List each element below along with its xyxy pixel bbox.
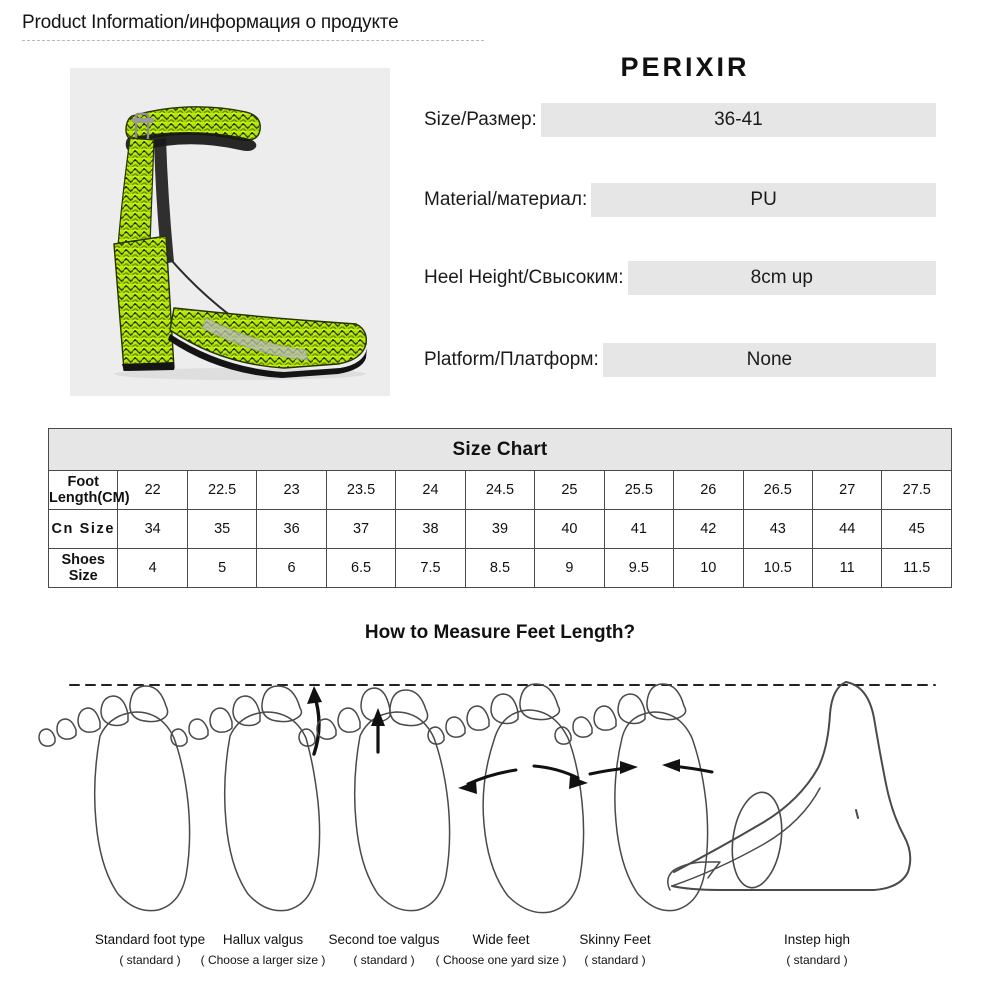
table-cell: 11.5 (882, 549, 952, 588)
table-cell: 10.5 (743, 549, 812, 588)
spec-row-material (424, 183, 936, 217)
table-cell: 44 (812, 510, 881, 549)
table-cell: 37 (326, 510, 395, 549)
table-cell: 9.5 (604, 549, 673, 588)
caption-note: ( Choose a larger size ) (200, 953, 326, 967)
table-cell: 23 (257, 471, 326, 510)
table-cell: 22.5 (187, 471, 256, 510)
table-cell: 43 (743, 510, 812, 549)
table-cell: 23.5 (326, 471, 395, 510)
table-cell: 8.5 (465, 549, 534, 588)
spec-value-heel-height: 8cm up (628, 261, 936, 295)
table-row (49, 471, 952, 510)
table-cell: 26 (674, 471, 743, 510)
table-cell: 11 (812, 549, 881, 588)
row-label-shoes-size: Shoes Size (49, 549, 118, 588)
table-cell: 9 (535, 549, 604, 588)
table-row (49, 549, 952, 588)
spec-row-heel-height (424, 261, 936, 295)
table-cell: 4 (118, 549, 187, 588)
spec-row-platform (424, 343, 936, 377)
spec-label-size: Size/Размер: (424, 109, 537, 130)
table-cell: 10 (674, 549, 743, 588)
table-cell: 41 (604, 510, 673, 549)
feet-diagram (0, 662, 1000, 927)
table-cell: 42 (674, 510, 743, 549)
table-cell: 27.5 (882, 471, 952, 510)
size-chart-caption-row (49, 429, 952, 471)
table-cell: 5 (187, 549, 256, 588)
product-photo (70, 68, 390, 396)
caption-title: Instep high (783, 932, 851, 947)
caption-title: Skinny Feet (579, 932, 651, 947)
spec-value-material: PU (591, 183, 936, 217)
caption-note: ( standard ) (584, 953, 646, 967)
caption-hallux-valgus (196, 930, 330, 970)
table-cell: 24 (396, 471, 465, 510)
spec-row-size (424, 103, 936, 137)
caption-note: ( standard ) (353, 953, 415, 967)
size-chart-table (48, 428, 952, 588)
caption-note: ( standard ) (119, 953, 181, 967)
caption-title: Hallux valgus (222, 932, 304, 947)
table-cell: 25.5 (604, 471, 673, 510)
caption-title: Wide feet (472, 932, 530, 947)
measure-heading: How to Measure Feet Length? (364, 622, 636, 643)
caption-instep-high (756, 930, 878, 970)
caption-standard-foot-type (88, 930, 212, 970)
row-label-foot-length: Foot Length(CM) (49, 471, 118, 510)
row-label-cn-size: Cn Size (49, 510, 118, 549)
table-cell: 26.5 (743, 471, 812, 510)
spec-value-platform: None (603, 343, 936, 377)
table-cell: 27 (812, 471, 881, 510)
table-cell: 38 (396, 510, 465, 549)
table-cell: 45 (882, 510, 952, 549)
caption-skinny-feet (560, 930, 670, 970)
table-cell: 22 (118, 471, 187, 510)
table-cell: 39 (465, 510, 534, 549)
spec-value-size: 36-41 (541, 103, 936, 137)
caption-note: ( standard ) (786, 953, 848, 967)
table-cell: 35 (187, 510, 256, 549)
spec-label-platform: Platform/Платформ: (424, 349, 599, 370)
caption-title: Standard foot type (94, 932, 206, 947)
title-divider (22, 40, 484, 41)
table-cell: 6.5 (326, 549, 395, 588)
caption-second-toe-valgus (318, 930, 450, 970)
table-cell: 6 (257, 549, 326, 588)
spec-label-heel-height: Heel Height/Свысоким: (424, 267, 624, 288)
table-cell: 34 (118, 510, 187, 549)
table-row (49, 510, 952, 549)
spec-label-material: Material/материал: (424, 189, 588, 210)
table-cell: 24.5 (465, 471, 534, 510)
caption-note: ( Choose one yard size ) (435, 953, 567, 967)
table-cell: 36 (257, 510, 326, 549)
table-cell: 7.5 (396, 549, 465, 588)
brand-name: PERIXIR (620, 52, 750, 82)
caption-wide-feet (434, 930, 568, 970)
table-cell: 25 (535, 471, 604, 510)
caption-title: Second toe valgus (328, 932, 440, 947)
table-cell: 40 (535, 510, 604, 549)
page-title: Product Information/информация о продукте (22, 12, 399, 33)
size-chart-caption: Size Chart (49, 429, 952, 471)
